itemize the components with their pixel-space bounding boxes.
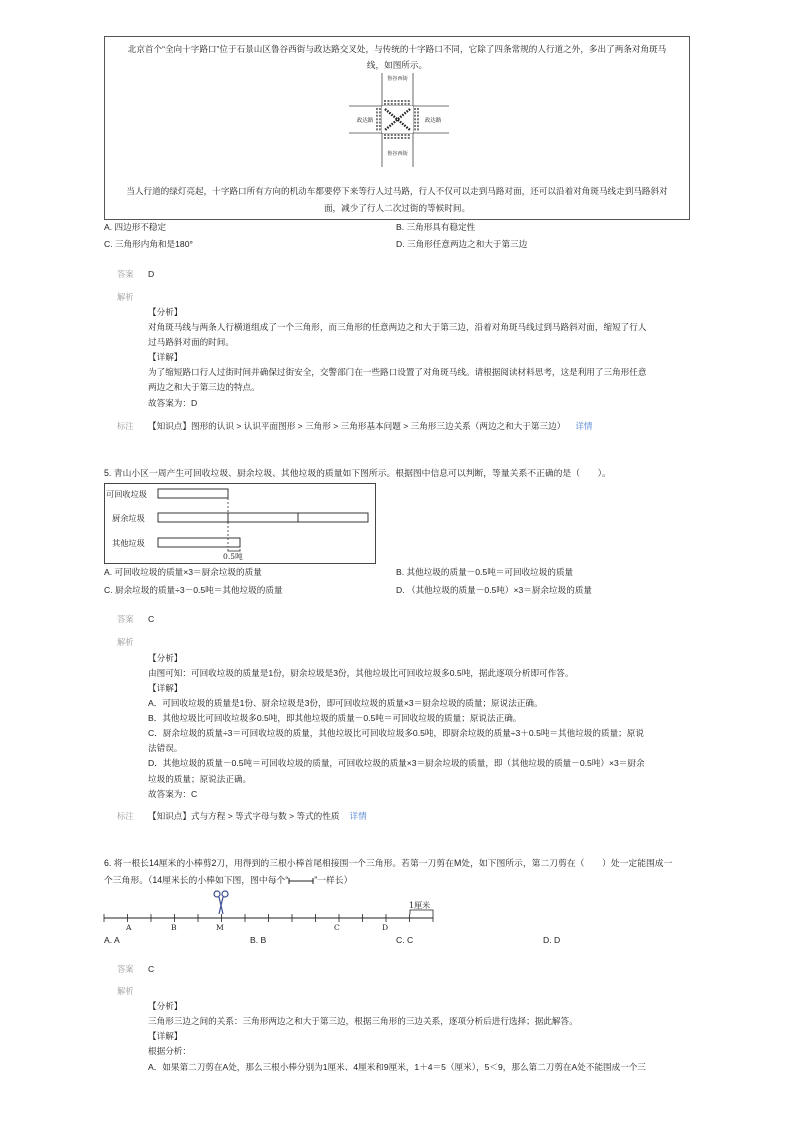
west-road-label: 政达路: [356, 118, 374, 124]
q4-answer-value: D: [148, 269, 155, 279]
q5-stem: 5. 青山小区一周产生可回收垃圾、厨余垃圾、其他垃圾的质量如下图所示。根据图中信息可以判断，等量关系不正确的是（ ）。: [104, 468, 611, 478]
q6-option-a[interactable]: A. A: [104, 935, 120, 945]
q5-analysis-line: D．其他垃圾的质量－0.5吨＝可回收垃圾的质量，可回收垃圾的质量×3＝厨余垃圾的质量，即（其他垃圾的质量－0.5吨）×3＝厨余: [148, 758, 645, 768]
q5-analysis-label: 解析: [117, 637, 134, 647]
q4-tag-label: 标注: [117, 421, 134, 431]
q4-tag-text: 【知识点】图形的认识 > 认识平面图形 > 三角形 > 三角形基本问题 > 三角形三边关系（两边之和大于第三边）: [148, 421, 566, 431]
q6-answer-value: C: [148, 964, 155, 974]
scissors-icon: [214, 891, 228, 914]
q4-knowledge-tag: [148, 420, 593, 433]
q4-analysis-line: 【分析】: [148, 307, 183, 317]
q4-after-line-2: 面，减少了行人二次过街的等候时间。: [323, 203, 471, 213]
q5-analysis-line: 垃圾的质量；原说法正确。: [148, 774, 252, 784]
q6-analysis-line: 三角形三边之间的关系：三角形两边之和大于第三边，根据三角形的三边关系，逐项分析后进行选择；据此解答。: [148, 1016, 578, 1026]
north-road-label: 鲁谷西街: [387, 76, 408, 82]
other-label: 其他垃圾: [112, 538, 145, 548]
q4-stem-line-1: 北京首个“全向十字路口”位于石景山区鲁谷西街与政达路交叉处，与传统的十字路口不同，它除了四条常规的人行道之外，多出了两条对角斑马: [127, 44, 667, 54]
q5-analysis-line: 【详解】: [148, 683, 183, 693]
q5-analysis-line: C．厨余垃圾的质量÷3＝可回收垃圾的质量，其他垃圾比可回收垃圾多0.5吨，即厨余垃圾的质量÷3＋0.5吨＝其他垃圾的质量；原说: [148, 728, 644, 738]
q5-option-b[interactable]: B. 其他垃圾的质量－0.5吨＝可回收垃圾的质量: [396, 567, 574, 577]
q4-analysis-line: 【详解】: [148, 352, 183, 362]
q5-analysis-line: A．可回收垃圾的质量是1份、厨余垃圾是3份，即可回收垃圾的质量×3＝厨余垃圾的质量；原说法正确。: [148, 698, 543, 708]
q5-analysis-line: 【分析】: [148, 653, 183, 663]
q4-analysis-line: 为了缩短路口行人过街时间并确保过街安全，交警部门在一些路口设置了对角斑马线。请根据阅读材料思考，这是利用了三角形任意: [148, 367, 647, 377]
question-4-stem-box: [104, 36, 690, 220]
point-b-label: B: [171, 923, 177, 932]
q5-analysis-line: 由图可知：可回收垃圾的质量是1份，厨余垃圾是3份，其他垃圾比可回收垃圾多0.5吨，据此逐项分析即可作答。: [148, 668, 574, 678]
q4-option-b[interactable]: B. 三角形具有稳定性: [396, 222, 476, 232]
q6-option-b[interactable]: B. B: [250, 935, 267, 945]
q6-answer-label: 答案: [117, 964, 134, 974]
q5-tag-text: 【知识点】式与方程 > 等式字母与数 > 等式的性质: [148, 811, 340, 821]
garbage-bar-diagram: [104, 483, 376, 564]
q5-analysis-line: 故答案为：C: [148, 789, 198, 799]
q6-analysis-line: A．如果第二刀剪在A处，那么三根小棒分别为1厘米、4厘米和9厘米，1＋4＝5（厘米），5＜9，那么第二刀剪在A处不能围成一个三: [148, 1062, 647, 1072]
q4-answer-label: 答案: [117, 269, 134, 279]
east-road-label: 政达路: [424, 118, 442, 124]
unit-label: 1厘米: [409, 901, 431, 910]
q6-analysis-line: 【分析】: [148, 1001, 183, 1011]
q4-stem-line-2: 线，如图所示。: [366, 60, 428, 70]
q5-answer-value: C: [148, 614, 155, 624]
q4-option-a[interactable]: A. 四边形不稳定: [104, 222, 167, 232]
unit-segment-icon: [288, 877, 314, 885]
crossroad-figure: [349, 73, 449, 167]
recyclable-bar: [158, 489, 228, 498]
q6-analysis-label: 解析: [117, 986, 134, 996]
q4-option-d[interactable]: D. 三角形任意两边之和大于第三边: [396, 239, 528, 249]
q6-stem-line-2-end: ”一样长）: [314, 875, 353, 885]
point-d-label: D: [382, 923, 389, 932]
q4-detail-link[interactable]: 详情: [575, 421, 593, 431]
q4-analysis-line: 两边之和大于第三边的特点。: [148, 382, 260, 392]
point-c-label: C: [334, 923, 340, 932]
half-ton-label: 0.5吨: [223, 552, 243, 561]
q5-analysis-line: B．其他垃圾比可回收垃圾多0.5吨，即其他垃圾的质量－0.5吨＝可回收垃圾的质量；原说法正确。: [148, 713, 522, 723]
q6-stem-line-2-text: 个三角形。（14厘米长的小棒如下图，图中每个“: [104, 875, 289, 885]
point-a-label: A: [126, 923, 132, 932]
q5-knowledge-tag: [148, 810, 367, 823]
kitchen-label: 厨余垃圾: [112, 513, 145, 523]
q4-analysis-line: 对角斑马线与两条人行横道组成了一个三角形，而三角形的任意两边之和大于第三边，沿着对角斑马线过到马路斜对面，缩短了行人: [148, 322, 647, 332]
q4-analysis-line: 故答案为：D: [148, 398, 198, 408]
stick-ruler-figure: [102, 886, 436, 934]
q6-option-c[interactable]: C. C: [396, 935, 414, 945]
q6-stem-line-1: 6. 将一根长14厘米的小棒剪2刀，用得到的三根小棒首尾相接围一个三角形。若第一刀剪在M处，如下图所示，第二刀剪在（ ）处一定能围成一: [104, 858, 673, 868]
q5-analysis-line: 法错误。: [148, 743, 183, 753]
kitchen-bar: [158, 513, 368, 522]
q5-tag-label: 标注: [117, 811, 134, 821]
q4-analysis-line: 过马路斜对面的时间。: [148, 337, 234, 347]
q5-answer-label: 答案: [117, 614, 134, 624]
south-road-label: 鲁谷西街: [387, 151, 408, 157]
q5-option-c[interactable]: C. 厨余垃圾的质量÷3－0.5吨＝其他垃圾的质量: [104, 585, 283, 595]
recyclable-label: 可回收垃圾: [106, 489, 147, 499]
q5-option-a[interactable]: A. 可回收垃圾的质量×3＝厨余垃圾的质量: [104, 567, 262, 577]
q4-option-c[interactable]: C. 三角形内角和是180°: [104, 239, 193, 249]
point-m-label: M: [216, 923, 224, 932]
q5-option-d[interactable]: D. （其他垃圾的质量－0.5吨）×3＝厨余垃圾的质量: [396, 585, 593, 595]
q6-analysis-line: 根据分析：: [148, 1046, 191, 1056]
q4-analysis-label: 解析: [117, 292, 134, 302]
q4-after-line-1: 当人行道的绿灯亮起，十字路口所有方向的机动车都要停下来等行人过马路，行人不仅可以走到马路对面，还可以沿着对角斑马线走到马路斜对: [126, 186, 668, 196]
q6-analysis-line: 【详解】: [148, 1031, 183, 1041]
q5-detail-link[interactable]: 详情: [349, 811, 367, 821]
q6-option-d[interactable]: D. D: [543, 935, 561, 945]
